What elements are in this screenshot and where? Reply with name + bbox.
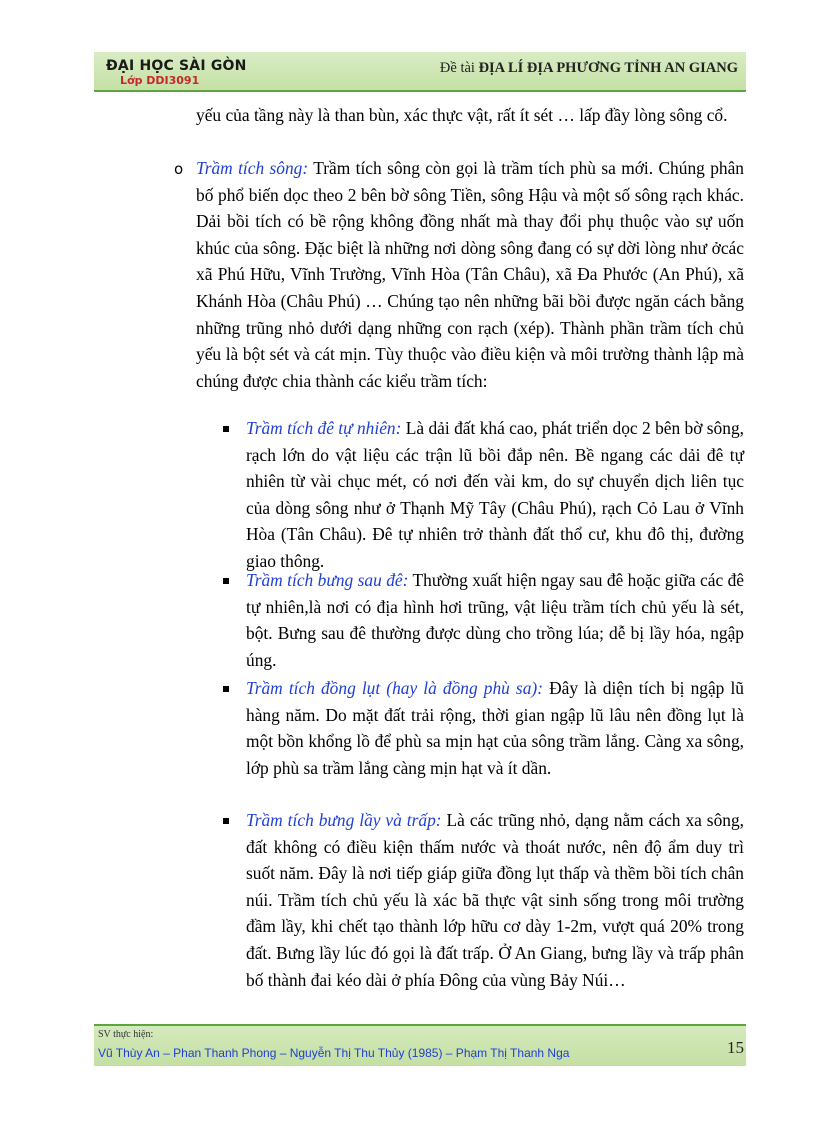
square-bullet-icon xyxy=(223,686,229,692)
list-item xyxy=(246,567,744,673)
authors-label: SV thực hiện: xyxy=(98,1029,154,1040)
square-bullet-icon xyxy=(223,578,229,584)
item-text: Là dải đất khá cao, phát triển dọc 2 bên bờ sông, rạch lớn do vật liệu các trận lũ bồi đắp nên. Bề ngang các dải đê tự nhiên từ vài chục mét, có nơi đến vài km, do sự chuyển dịch liên tục của dòng sông như ở Thạnh Mỹ Tây (Châu Phú), rạch Cỏ Lau ở Vĩnh Hòa (Tân Châu). Đê tự nhiên trở thành đất thổ cư, khu đô thị, đường giao thông. xyxy=(246,418,744,571)
topic-prefix: Đề tài xyxy=(439,60,475,76)
item-text: Là các trũng nhỏ, dạng nằm cách xa sông, đất không có điều kiện thấm nước và thoát nước, nên độ ẩm duy trì suốt năm. Đây là nơi tiếp giáp giữa đồng lụt thấp và thềm bồi tích chân núi. Trầm tích chủ yếu là xác bã thực vật sinh sống trong môi trường đầm lầy, khi chết tạo thành lớp hữu cơ dày 1-2m, vượt quá 20% trong đất. Bưng lầy lúc đó gọi là đất trấp. Ở An Giang, bưng lầy và trấp phân bố thành đai kéo dài ở phía Đông của vùng Bảy Núi… xyxy=(246,810,745,990)
item-term: Trầm tích bưng sau đê: xyxy=(246,570,409,590)
section-paragraph xyxy=(196,155,744,394)
class-label: Lớp DDI3091 xyxy=(120,74,200,87)
item-term: Trầm tích đê tự nhiên: xyxy=(246,418,402,438)
section-text: Trầm tích sông còn gọi là trầm tích phù sa mới. Chúng phân bố phổ biến dọc theo 2 bên bờ sông Tiền, sông Hậu và một số sông rạch khác. Dải bồi tích có bề rộng không đồng nhất mà thay đổi phụ thuộc vào sự uốn khúc của sông. Đặc biệt là những nơi dòng sông đang có sự dời lòng như ởcác xã Phú Hữu, Vĩnh Trường, Vĩnh Hòa (Tân Châu), xã Đa Phước (An Phú), xã Khánh Hòa (Châu Phú) … Chúng tạo nên những bãi bồi được ngăn cách bằng những trũng nhỏ dưới dạng những con rạch (xép). Thành phần trầm tích chủ yếu là bột sét và cát mịn. Tùy thuộc vào điều kiện và môi trường thành lập mà chúng được chia thành các kiểu trầm tích: xyxy=(196,158,744,391)
list-item xyxy=(246,807,744,993)
page-footer xyxy=(94,1024,746,1066)
circle-bullet-icon: o xyxy=(174,160,184,178)
section-term: Trầm tích sông: xyxy=(196,158,309,178)
square-bullet-icon xyxy=(223,426,229,432)
item-text: Thường xuất hiện ngay sau đê hoặc giữa các đê tự nhiên,là nơi có địa hình hơi trũng, vật liệu trầm tích chủ yếu là sét, bột. Bưng sau đê thường được dùng cho trồng lúa; dễ bị lầy hóa, ngập úng. xyxy=(246,570,744,670)
list-item xyxy=(246,415,744,575)
topic-title: ĐỊA LÍ ĐỊA PHƯƠNG TỈNH AN GIANG xyxy=(478,60,738,76)
item-term: Trầm tích bưng lầy và trấp: xyxy=(246,810,442,830)
intro-paragraph: yếu của tầng này là than bùn, xác thực vật, rất ít sét … lấp đầy lòng sông cổ. xyxy=(196,105,728,125)
university-name: ĐẠI HỌC SÀI GÒN xyxy=(106,58,247,74)
page-number: 15 xyxy=(727,1038,744,1057)
authors-names: Vũ Thùy An – Phan Thanh Phong – Nguyễn Thị Thu Thủy (1985) – Phạm Thị Thanh Nga xyxy=(98,1046,570,1060)
list-item xyxy=(246,675,744,781)
item-text: Đây là diện tích bị ngập lũ hàng năm. Do mặt đất trải rộng, thời gian ngập lũ lâu nên đồng lụt là một bồn khổng lồ để phù sa mịn hạt của sông trầm lắng. Càng xa sông, lớp phù sa trầm lắng càng mịn hạt và ít dần. xyxy=(246,678,744,778)
item-term: Trầm tích đồng lụt (hay là đồng phù sa): xyxy=(246,678,543,698)
square-bullet-icon xyxy=(223,818,229,824)
